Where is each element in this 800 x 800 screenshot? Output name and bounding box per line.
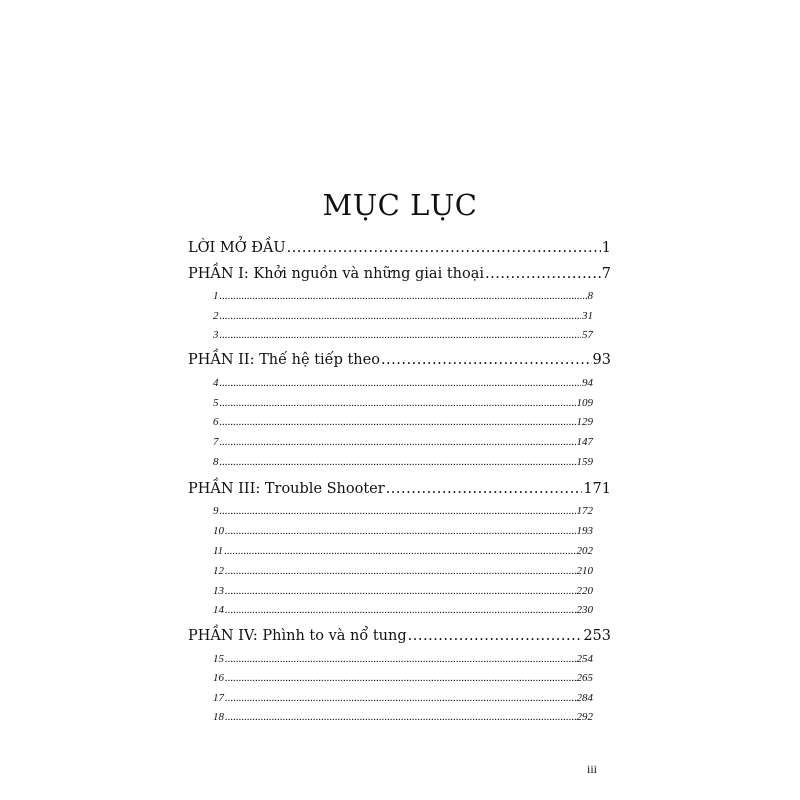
toc-entry-page-number: 159 — [576, 456, 593, 468]
dot-leader — [220, 456, 576, 468]
toc-part-entry — [188, 481, 611, 497]
toc-entry-label: PHẦN II: Thế hệ tiếp theo — [188, 352, 380, 368]
toc-entry-label: 1 — [213, 290, 219, 302]
toc-entry-page-number: 253 — [583, 628, 611, 644]
toc-entry-label: PHẦN III: Trouble Shooter — [188, 481, 385, 497]
toc-entry-page-number: 94 — [582, 377, 593, 389]
page-title: MỤC LỤC — [322, 188, 478, 222]
toc-entry-page-number: 1 — [601, 240, 611, 256]
dot-leader — [220, 397, 576, 409]
toc-entry-label: PHẦN IV: Phình to và nổ tung — [188, 628, 407, 644]
dot-leader — [485, 266, 601, 282]
dot-leader — [220, 436, 576, 448]
dot-leader — [386, 481, 583, 497]
toc-entry-page-number: 7 — [601, 266, 611, 282]
toc-chapter-entry — [188, 711, 593, 723]
toc-chapter-entry — [188, 377, 593, 389]
toc-entry-label: 10 — [213, 525, 224, 537]
toc-chapter-entry — [188, 653, 593, 665]
toc-entry-label: 4 — [213, 377, 219, 389]
toc-entry-label: 3 — [213, 329, 219, 341]
toc-entry-page-number: 109 — [576, 397, 593, 409]
toc-entry-page-number: 254 — [576, 653, 593, 665]
toc-entry-page-number: 172 — [576, 505, 593, 517]
toc-entry-label: 6 — [213, 416, 219, 428]
toc-chapter-entry — [188, 672, 593, 684]
toc-entry-page-number: 210 — [576, 565, 593, 577]
toc-entry-label: 17 — [213, 692, 224, 704]
toc-chapter-entry — [188, 565, 593, 577]
dot-leader — [220, 329, 582, 341]
dot-leader — [225, 672, 576, 684]
toc-entry-page-number: 284 — [576, 692, 593, 704]
toc-chapter-entry — [188, 397, 593, 409]
toc-entry-page-number: 230 — [576, 604, 593, 616]
toc-chapter-entry — [188, 505, 593, 517]
toc-entry-label: 2 — [213, 310, 219, 322]
dot-leader — [220, 416, 576, 428]
toc-chapter-entry — [188, 290, 593, 302]
toc-chapter-entry — [188, 692, 593, 704]
toc-entry-label: 15 — [213, 653, 224, 665]
toc-entry-label: 7 — [213, 436, 219, 448]
dot-leader — [287, 240, 601, 256]
dot-leader — [220, 377, 582, 389]
toc-entry-label: 13 — [213, 585, 224, 597]
toc-entry-page-number: 147 — [576, 436, 593, 448]
toc-chapter-entry — [188, 436, 593, 448]
dot-leader — [220, 290, 587, 302]
toc-entry-page-number: 265 — [576, 672, 593, 684]
toc-entry-page-number: 220 — [576, 585, 593, 597]
dot-leader — [381, 352, 592, 368]
dot-leader — [225, 585, 576, 597]
dot-leader — [225, 692, 576, 704]
dot-leader — [220, 310, 582, 322]
toc-chapter-entry — [188, 525, 593, 537]
dot-leader — [220, 505, 576, 517]
toc-entry-page-number: 193 — [576, 525, 593, 537]
dot-leader — [225, 653, 576, 665]
toc-entry-label: 16 — [213, 672, 224, 684]
toc-entry-label: 8 — [213, 456, 219, 468]
toc-entry-label: 9 — [213, 505, 219, 517]
toc-entry-page-number: 171 — [583, 481, 611, 497]
toc-chapter-entry — [188, 585, 593, 597]
toc-entry-label: 12 — [213, 565, 224, 577]
dot-leader — [408, 628, 583, 644]
toc-entry-label: 14 — [213, 604, 224, 616]
toc-chapter-entry — [188, 310, 593, 322]
toc-part-entry — [188, 266, 611, 282]
toc-chapter-entry — [188, 416, 593, 428]
dot-leader — [225, 604, 576, 616]
dot-leader — [225, 711, 576, 723]
toc-chapter-entry — [188, 329, 593, 341]
page-folio: iii — [587, 762, 598, 776]
toc-entry-label: PHẦN I: Khởi nguồn và những giai thoại — [188, 266, 484, 282]
toc-part-entry — [188, 352, 611, 368]
toc-entry-page-number: 93 — [592, 352, 611, 368]
toc-chapter-entry — [188, 604, 593, 616]
toc-entry-page-number: 57 — [582, 329, 593, 341]
toc-part-entry — [188, 628, 611, 644]
toc-chapter-entry — [188, 545, 593, 557]
toc-entry-page-number: 292 — [576, 711, 593, 723]
toc-entry-page-number: 8 — [587, 290, 593, 302]
dot-leader — [224, 545, 575, 557]
toc-entry-page-number: 202 — [576, 545, 593, 557]
toc-entry-label: 11 — [213, 545, 224, 557]
toc-chapter-entry — [188, 456, 593, 468]
toc-entry-label: 18 — [213, 711, 224, 723]
toc-entry-label: 5 — [213, 397, 219, 409]
toc-entry-page-number: 129 — [576, 416, 593, 428]
toc-entry-page-number: 31 — [582, 310, 593, 322]
dot-leader — [225, 525, 576, 537]
toc-part-entry — [188, 240, 611, 256]
toc-entry-label: LỜI MỞ ĐẦU — [188, 240, 286, 256]
dot-leader — [225, 565, 576, 577]
